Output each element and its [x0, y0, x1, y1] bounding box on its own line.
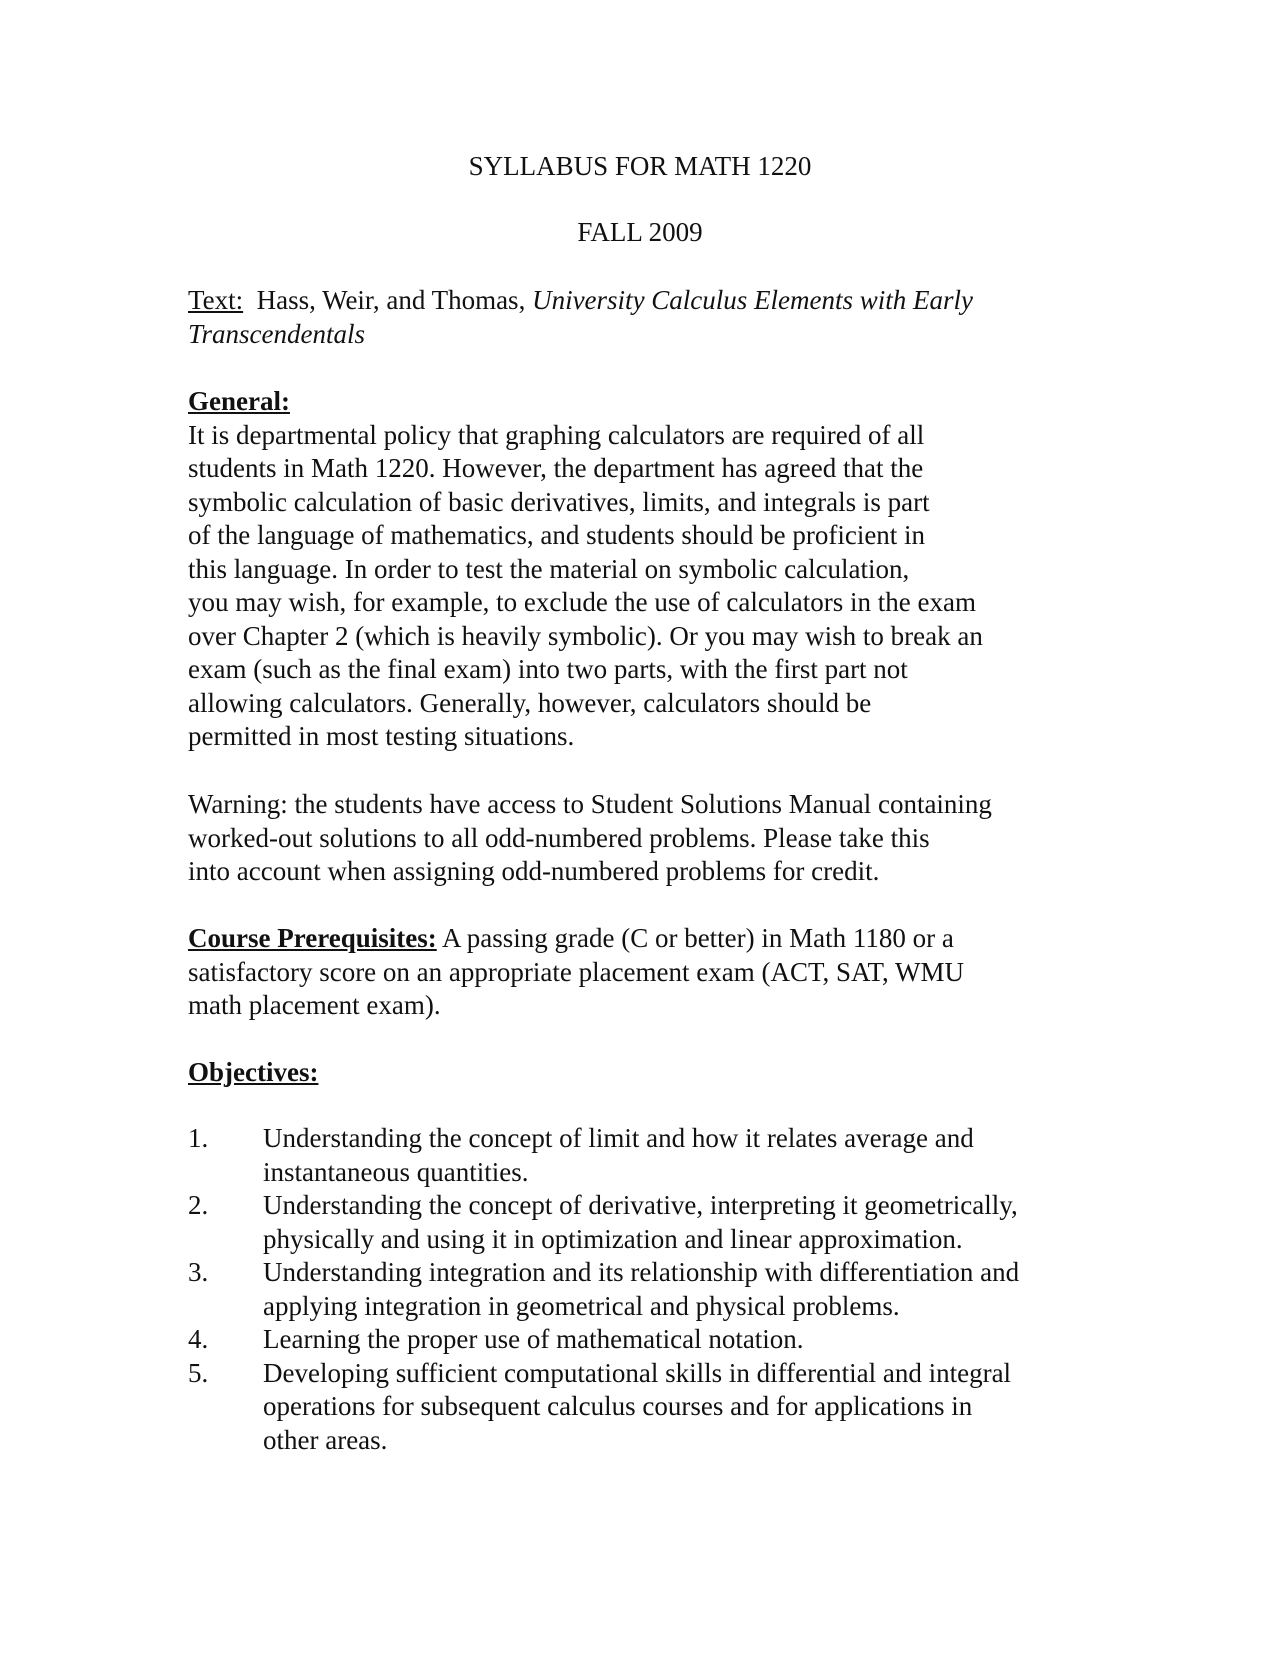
- warning-line: worked-out solutions to all odd-numbered problems. Please take this: [188, 822, 930, 853]
- general-line: this language. In order to test the material on symbolic calculation,: [188, 553, 910, 584]
- objective-text: Understanding the concept of limit and how it relates average and: [263, 1123, 974, 1153]
- objective-number: 1.: [188, 1123, 209, 1153]
- objective-number: 4.: [188, 1324, 209, 1354]
- warning-line: Warning: the students have access to Student Solutions Manual containing: [188, 789, 992, 819]
- objective-text: Developing sufficient computational skills in differential and integral: [263, 1357, 1012, 1388]
- objective-text: operations for subsequent calculus courses and for applications in: [263, 1391, 973, 1421]
- prerequisites-section: [188, 922, 1108, 1023]
- objective-item: [188, 1122, 1108, 1189]
- prerequisites-heading: Course Prerequisites:: [188, 923, 437, 953]
- objectives-list: [188, 1122, 1108, 1457]
- general-section: [188, 385, 1108, 754]
- prerequisites-text-2: satisfactory score on an appropriate placement exam (ACT, SAT, WMU: [188, 956, 964, 987]
- objective-text: other areas.: [263, 1424, 388, 1455]
- general-line: students in Math 1220. However, the department has agreed that the: [188, 453, 924, 483]
- text-label: Text:: [188, 285, 244, 315]
- objective-number: 2.: [188, 1190, 209, 1220]
- prerequisites-text-3: math placement exam).: [188, 990, 441, 1020]
- objective-item: [188, 1256, 1108, 1323]
- general-line: over Chapter 2 (which is heavily symbolic). Or you may wish to break an: [188, 620, 983, 651]
- objective-item: [188, 1323, 1108, 1357]
- warning-line: into account when assigning odd-numbered problems for credit.: [188, 856, 880, 886]
- general-line: permitted in most testing situations.: [188, 721, 575, 751]
- objective-text: Learning the proper use of mathematical notation.: [263, 1324, 804, 1354]
- general-line: allowing calculators. Generally, however, calculators should be: [188, 687, 872, 718]
- document-title: SYLLABUS FOR MATH 1220: [468, 151, 812, 181]
- objective-text: Understanding the concept of derivative, interpreting it geometrically,: [263, 1190, 1018, 1220]
- objective-number: 5.: [188, 1357, 209, 1388]
- general-heading: General:: [188, 386, 290, 416]
- text-authors: Hass, Weir, and Thomas,: [256, 285, 526, 315]
- prerequisites-line-1: [188, 922, 1108, 956]
- warning-section: [188, 788, 1108, 889]
- general-line: of the language of mathematics, and students should be proficient in: [188, 520, 926, 550]
- objectives-heading: [188, 1056, 1108, 1090]
- objective-number: 3.: [188, 1257, 209, 1287]
- objective-text: applying integration in geometrical and physical problems.: [263, 1290, 900, 1321]
- general-line: It is departmental policy that graphing calculators are required of all: [188, 419, 925, 450]
- objective-text: instantaneous quantities.: [263, 1156, 529, 1187]
- text-book-title-part-2: Transcendentals: [188, 318, 366, 349]
- general-line: exam (such as the final exam) into two parts, with the first part not: [188, 654, 908, 684]
- prerequisites-text-1: A passing grade (C or better) in Math 1180 or a: [441, 923, 954, 953]
- objective-item: [188, 1357, 1108, 1458]
- objective-item: [188, 1189, 1108, 1256]
- general-line: symbolic calculation of basic derivatives, limits, and integrals is part: [188, 486, 930, 517]
- objective-text: physically and using it in optimization and linear approximation.: [263, 1223, 963, 1254]
- text-book-title-part-1: University Calculus Elements with Early: [532, 285, 974, 315]
- objectives-heading-text: Objectives:: [188, 1057, 319, 1087]
- general-line: you may wish, for example, to exclude the use of calculators in the exam: [188, 587, 976, 617]
- document-term: FALL 2009: [577, 217, 703, 247]
- objective-text: Understanding integration and its relationship with differentiation and: [263, 1257, 1020, 1287]
- text-section: [188, 284, 1108, 351]
- text-section-line-1: [188, 284, 1108, 318]
